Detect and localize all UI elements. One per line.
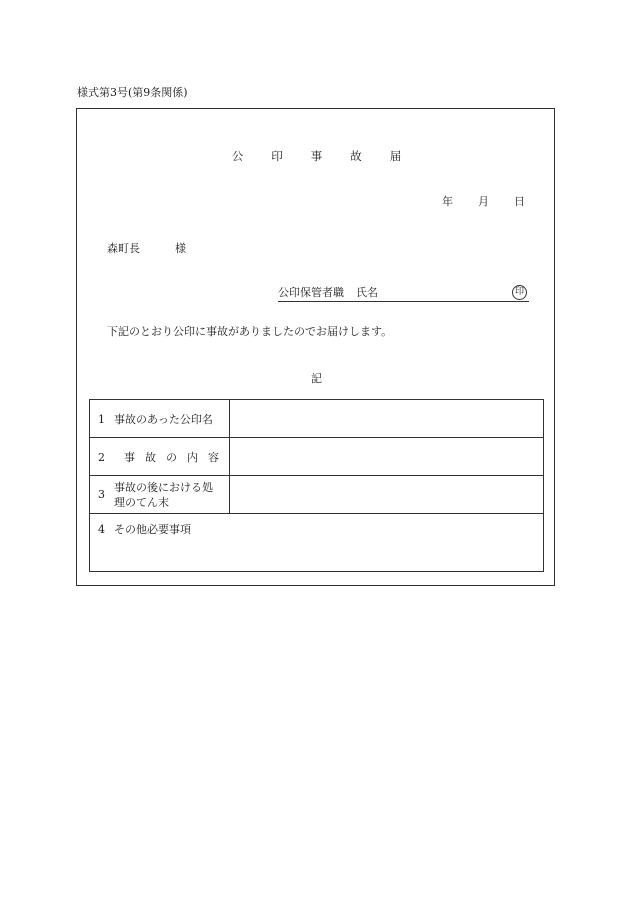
signer-line — [278, 286, 529, 302]
form-title — [77, 148, 556, 164]
addressee-name: 森町長 — [107, 242, 140, 255]
item-label-multi — [98, 480, 229, 510]
table-row — [90, 514, 544, 572]
item-label-line: 理のてん末 — [114, 495, 169, 509]
item-number: 2 — [98, 450, 105, 464]
item-value-field[interactable] — [230, 400, 544, 438]
item-label-stack — [114, 480, 213, 510]
item-label-text: その他必要事項 — [114, 523, 191, 536]
title-char: 届 — [389, 149, 402, 163]
date-line — [417, 193, 525, 209]
signer-name-label: 氏名 — [356, 286, 378, 299]
addressee-honorific: 様 — [175, 242, 186, 255]
date-day: 日 — [514, 195, 525, 208]
item-label-4[interactable] — [90, 514, 544, 572]
form-frame — [76, 108, 555, 586]
item-number: 1 — [98, 412, 105, 426]
addressee — [107, 240, 186, 256]
item-label-char: 内 — [187, 450, 198, 464]
date-month: 月 — [478, 195, 489, 208]
item-label-1 — [90, 400, 230, 438]
items-table — [89, 399, 544, 572]
title-char: 印 — [271, 149, 283, 163]
item-number: 4 — [98, 523, 105, 536]
item-label-line: 事故の後における処 — [114, 480, 213, 494]
item-value-field[interactable] — [230, 476, 544, 514]
title-char: 故 — [350, 149, 362, 163]
item-label-3 — [90, 476, 230, 514]
statement-text: 下記のとおり公印に事故がありましたのでお届けします。 — [107, 325, 393, 338]
table-row — [90, 438, 544, 476]
title-char: 事 — [310, 149, 323, 163]
date-year: 年 — [442, 195, 453, 208]
item-value-field[interactable] — [230, 438, 544, 476]
form-number-label: 様式第3号(第9条関係) — [77, 86, 188, 99]
item-label-char: 故 — [145, 450, 156, 464]
title-char: 公 — [231, 149, 244, 163]
item-label-char: の — [166, 450, 177, 464]
seal-mark: 印 — [512, 285, 527, 300]
table-row — [90, 476, 544, 514]
item-label-char: 容 — [208, 450, 219, 464]
item-label-char: 事 — [124, 450, 135, 464]
table-row — [90, 400, 544, 438]
item-label-2 — [90, 438, 230, 476]
signer-position: 公印保管者職 — [278, 286, 344, 299]
item-label-text: 事故のあった公印名 — [114, 412, 213, 426]
item-number: 3 — [98, 488, 105, 501]
ki-heading: 記 — [311, 372, 322, 385]
